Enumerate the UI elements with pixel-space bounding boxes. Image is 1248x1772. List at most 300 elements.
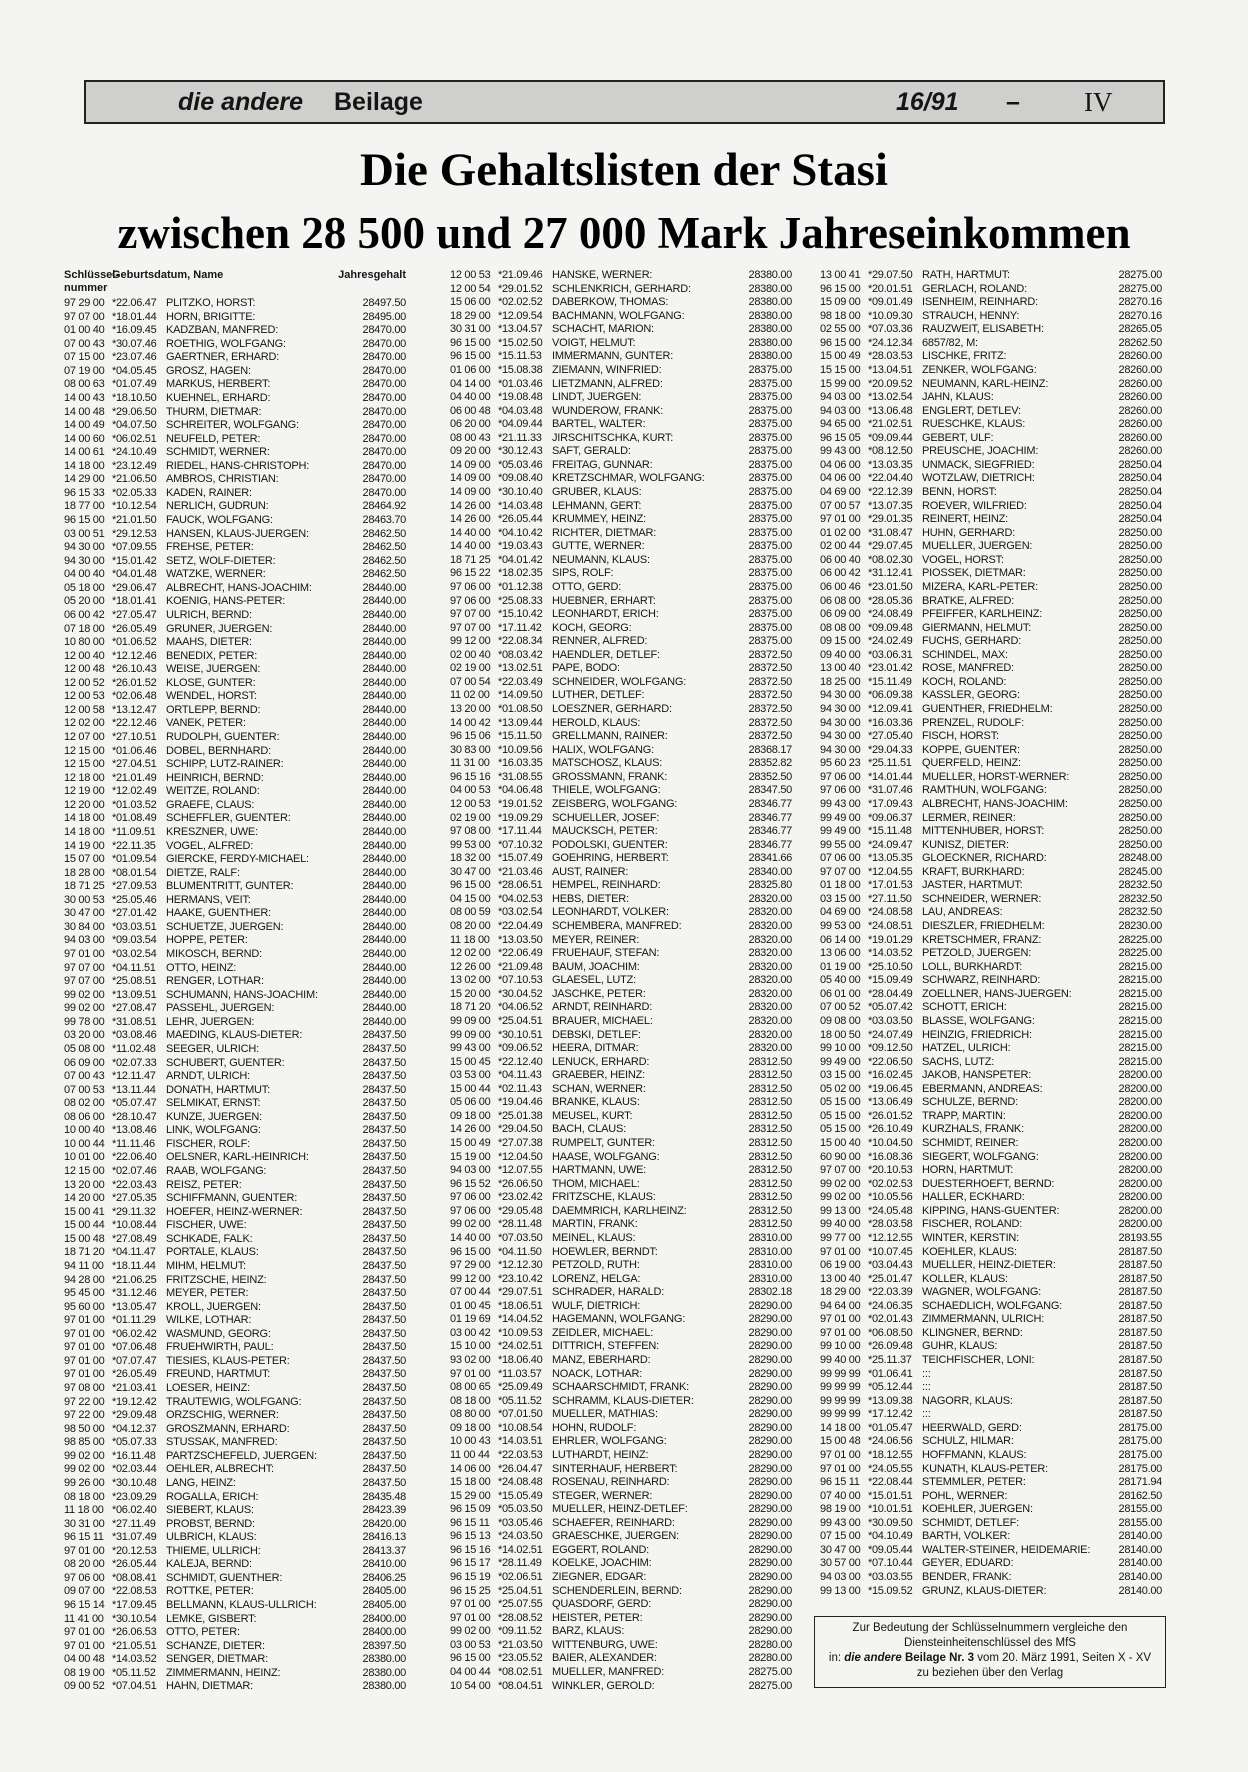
key-number: 99 02 00 (450, 1625, 491, 1638)
annual-salary: 28340.00 (748, 865, 792, 878)
annual-salary: 28352.50 (748, 770, 792, 783)
birth-date: *26.05.49 (112, 1368, 157, 1381)
person-name: LISCHKE, FRITZ: (922, 350, 1007, 363)
table-row (820, 757, 1162, 771)
key-number: 99 49 00 (820, 1055, 861, 1068)
person-name: BLASSE, WOLFGANG: (922, 1014, 1035, 1027)
birth-date: *11.02.48 (112, 1042, 156, 1055)
birth-date: *04.06.48 (498, 784, 543, 797)
note-line-2: Diensteinheitenschlüssel des MfS (904, 1637, 1076, 1649)
annual-salary: 28440.00 (362, 581, 406, 594)
person-name: KUNZE, JUERGEN: (166, 1110, 263, 1123)
person-name: SCHAEDLICH, WOLFGANG: (922, 1299, 1063, 1312)
birth-date: *18.06.51 (498, 1299, 543, 1312)
table-row (820, 622, 1162, 636)
key-number: 96 15 00 (450, 336, 491, 349)
annual-salary: 28320.00 (748, 974, 792, 987)
person-name: STRAUCH, HENNY: (922, 309, 1020, 322)
person-name: RAAB, WOLFGANG: (166, 1165, 267, 1177)
birth-date: *25.08.33 (498, 594, 543, 607)
table-row (64, 500, 406, 514)
annual-salary: 28413.37 (362, 1544, 406, 1557)
table-row (64, 1057, 406, 1071)
person-name: OTTO, PETER: (166, 1626, 240, 1639)
birth-date: *17.09.43 (868, 797, 913, 810)
annual-salary: 28200.00 (1118, 1191, 1162, 1204)
table-row (820, 1218, 1162, 1232)
birth-date: *10.09.56 (498, 743, 543, 756)
person-name: SENGER, DIETMAR: (166, 1653, 268, 1666)
birth-date: *01.11.29 (112, 1314, 156, 1327)
table-row (64, 487, 406, 501)
table-row (450, 988, 792, 1002)
table-row (64, 650, 406, 664)
person-name: JIRSCHITSCHKA, KURT: (552, 431, 674, 444)
table-row (820, 1585, 1162, 1599)
annual-salary: 28250.00 (1118, 838, 1162, 851)
person-name: ROEVER, WILFRIED: (922, 499, 1027, 512)
birth-date: *23.09.29 (112, 1490, 157, 1503)
table-row (450, 771, 792, 785)
birth-date: *21.01.49 (112, 771, 157, 784)
section-name: Beilage (334, 88, 423, 116)
key-number: 09 08 00 (820, 1014, 861, 1027)
person-name: PREUSCHE, JOACHIM: (922, 445, 1039, 458)
birth-date: *30.10.40 (498, 486, 543, 498)
birth-date: *22.06.50 (868, 1055, 913, 1068)
person-name: SCHKADE, FALK: (166, 1232, 253, 1245)
person-name: SIEGERT, WOLFGANG: (922, 1150, 1039, 1163)
person-name: SCHRADER, HARALD: (552, 1286, 665, 1299)
key-number: 30 83 00 (450, 743, 491, 756)
table-row (450, 405, 792, 419)
birth-date: *10.05.56 (868, 1191, 913, 1204)
annual-salary: 28325.80 (748, 879, 792, 892)
key-number: 08 20 00 (450, 920, 491, 932)
annual-salary: 28470.00 (362, 473, 406, 486)
key-number: 94 30 00 (64, 554, 105, 567)
key-number: 30 47 00 (450, 865, 491, 878)
key-number: 94 28 00 (64, 1273, 105, 1286)
person-name: KUEHNEL, ERHARD: (166, 391, 271, 404)
table-row (450, 703, 792, 717)
person-name: SCHAEFER, REINHARD: (552, 1516, 675, 1529)
person-name: LERMER, REINER: (922, 811, 1016, 824)
key-number: 97 06 00 (820, 770, 861, 783)
person-name: SCHOTT, ERICH: (922, 1001, 1007, 1014)
annual-salary: 28215.00 (1118, 974, 1162, 987)
birth-date: *31.08.55 (498, 770, 543, 783)
person-name: ZEIDLER, MICHAEL: (552, 1326, 654, 1339)
key-number: 13 00 40 (820, 662, 861, 675)
key-number: 12 26 00 (450, 960, 491, 973)
key-number: 97 01 00 (450, 1598, 491, 1611)
table-row (450, 554, 792, 568)
person-name: GRUNER, JUERGEN: (166, 622, 273, 635)
table-row (820, 866, 1162, 880)
person-name: LUTHER, DETLEF: (552, 689, 645, 702)
header-key: Schlüssel- nummer (64, 269, 120, 294)
table-row (450, 527, 792, 541)
birth-date: *31.07.46 (868, 784, 913, 797)
table-row (820, 1273, 1162, 1287)
table-row (64, 840, 406, 854)
key-number: 10 00 44 (64, 1137, 105, 1150)
key-number: 97 01 00 (820, 1448, 861, 1461)
table-row (820, 1544, 1162, 1558)
annual-salary: 28320.00 (748, 920, 792, 932)
person-name: ULBRICH, KLAUS: (166, 1531, 257, 1544)
table-row (450, 1503, 792, 1517)
key-number: 08 18 00 (64, 1490, 105, 1503)
birth-date: *10.07.45 (868, 1245, 913, 1258)
birth-date: *02.06.48 (112, 690, 157, 703)
birth-date: *19.03.43 (498, 540, 543, 553)
birth-date: *07.10.32 (498, 838, 543, 851)
key-number: 08 00 59 (450, 906, 491, 919)
birth-date: *28.08.52 (498, 1611, 543, 1624)
birth-date: *04.11.47 (112, 1246, 156, 1259)
table-row (450, 649, 792, 663)
table-row (64, 704, 406, 718)
table-row (450, 1001, 792, 1015)
person-name: ::: (922, 1367, 931, 1380)
birth-date: *14.01.44 (868, 770, 913, 783)
key-number: 96 15 00 (820, 336, 861, 349)
person-name: SCHUETZE, JUERGEN: (166, 920, 284, 933)
annual-salary: 28140.00 (1118, 1584, 1162, 1597)
table-row (450, 825, 792, 839)
key-number: 08 00 65 (450, 1381, 491, 1394)
person-name: MIKOSCH, BERND: (166, 948, 263, 960)
birth-date: *21.02.51 (868, 418, 913, 431)
person-name: SIPS, ROLF: (552, 567, 614, 580)
person-name: RICHTER, DIETMAR: (552, 526, 657, 539)
person-name: ZENKER, WOLFGANG: (922, 363, 1037, 376)
annual-salary: 28462.50 (362, 568, 406, 581)
note-line-4: zu beziehen über den Verlag (916, 1667, 1064, 1679)
key-number: 94 30 00 (64, 541, 105, 554)
annual-salary: 28320.00 (748, 1014, 792, 1027)
person-name: KUNATH, KLAUS-PETER: (922, 1462, 1048, 1475)
key-number: 30 47 00 (64, 907, 105, 920)
annual-salary: 28470.00 (362, 364, 406, 377)
person-name: LOESER, HEINZ: (166, 1382, 250, 1394)
person-name: WINTER, KERSTIN: (922, 1231, 1020, 1244)
birth-date: *01.06.52 (112, 636, 157, 649)
birth-date: *24.08.51 (868, 920, 913, 932)
person-name: GUENTHER, FRIEDHELM: (922, 703, 1053, 715)
birth-date: *17.11.42 (498, 621, 542, 634)
annual-salary: 28435.48 (362, 1490, 406, 1503)
annual-salary: 28248.00 (1118, 852, 1162, 865)
birth-date: *04.06.52 (498, 1001, 543, 1014)
person-name: GROSZ, HAGEN: (166, 364, 251, 377)
annual-salary: 28250.04 (1118, 486, 1162, 498)
person-name: MAAHS, DIETER: (166, 636, 252, 649)
key-number: 09 07 00 (64, 1585, 105, 1598)
annual-salary: 28250.04 (1118, 458, 1162, 471)
birth-date: *01.05.47 (868, 1421, 913, 1434)
table-row (820, 1137, 1162, 1151)
person-name: ALBRECHT, HANS-JOACHIM: (166, 581, 312, 594)
annual-salary: 28280.00 (748, 1652, 792, 1665)
key-number: 12 00 54 (450, 282, 491, 295)
key-number: 98 85 00 (64, 1436, 105, 1449)
person-name: BAUM, JOACHIM: (552, 960, 640, 973)
key-number: 05 02 00 (820, 1082, 861, 1095)
key-number: 14 00 48 (64, 405, 105, 418)
person-name: DOBEL, BERNHARD: (166, 744, 271, 757)
annual-salary: 28437.50 (362, 1083, 406, 1096)
birth-date: *13.09.51 (112, 988, 157, 1001)
birth-date: *12.07.55 (498, 1164, 543, 1177)
key-number: 07 15 00 (820, 1530, 861, 1543)
person-name: KURZHALS, FRANK: (922, 1123, 1024, 1136)
person-name: WASMUND, GEORG: (166, 1327, 271, 1340)
annual-salary: 28346.77 (748, 811, 792, 824)
birth-date: *26.01.52 (112, 676, 157, 689)
table-row (64, 717, 406, 731)
annual-salary: 28320.00 (748, 987, 792, 1000)
person-name: WENDEL, HORST: (166, 690, 257, 703)
table-row (450, 350, 792, 364)
birth-date: *10.08.54 (498, 1421, 543, 1434)
key-number: 99 40 00 (820, 1354, 861, 1366)
person-name: PLITZKO, HORST: (166, 297, 256, 309)
key-number: 14 09 00 (450, 458, 491, 471)
annual-salary: 28200.00 (1118, 1082, 1162, 1095)
key-number: 09 20 00 (450, 445, 491, 458)
person-name: VANEK, PETER: (166, 717, 246, 730)
annual-salary: 28312.50 (748, 1204, 792, 1217)
annual-salary: 28440.00 (362, 636, 406, 649)
annual-salary: 28470.00 (362, 432, 406, 445)
key-number: 94 30 00 (820, 743, 861, 756)
person-name: MAEDING, KLAUS-DIETER: (166, 1029, 303, 1042)
table-row (450, 1246, 792, 1260)
annual-salary: 28290.00 (748, 1611, 792, 1624)
person-name: PROBST, BERND: (166, 1517, 255, 1530)
table-row (820, 500, 1162, 514)
person-name: HORN, BRIGITTE: (166, 310, 256, 323)
publication-name: die andere (178, 88, 304, 116)
table-row (450, 1449, 792, 1463)
birth-date: *05.07.42 (868, 1001, 913, 1014)
annual-salary: 28250.00 (1118, 743, 1162, 756)
key-number: 97 06 00 (450, 1191, 491, 1204)
person-name: FRITZSCHE, HEINZ: (166, 1273, 267, 1286)
table-row (64, 1192, 406, 1206)
table-row (820, 1001, 1162, 1015)
table-row (450, 1313, 792, 1327)
key-number: 13 02 00 (450, 974, 491, 987)
birth-date: *22.06.49 (498, 947, 543, 960)
annual-salary: 28375.00 (748, 553, 792, 566)
table-row (64, 1070, 406, 1084)
person-name: KOCH, GEORG: (552, 621, 632, 634)
person-name: SCHUBERT, GUENTER: (166, 1056, 285, 1069)
table-row (450, 1191, 792, 1205)
table-row (450, 1273, 792, 1287)
table-row (820, 1313, 1162, 1327)
table-row (450, 812, 792, 826)
annual-salary: 28320.00 (748, 947, 792, 960)
key-number: 97 01 00 (64, 1314, 105, 1327)
key-number: 01 06 00 (450, 363, 491, 376)
key-number: 14 18 00 (64, 825, 105, 838)
person-name: LOLL, BURKHARDT: (922, 960, 1023, 973)
person-name: HATZEL, ULRICH: (922, 1042, 1011, 1055)
person-name: NEUMANN, KARL-HEINZ: (922, 377, 1049, 390)
key-number: 15 00 41 (64, 1205, 105, 1218)
key-number: 97 01 00 (64, 1341, 105, 1354)
birth-date: *03.03.55 (868, 1571, 913, 1583)
key-number: 97 06 00 (64, 1571, 105, 1584)
table-row (450, 459, 792, 473)
key-number: 05 06 00 (450, 1096, 491, 1109)
person-name: KROLL, JUERGEN: (166, 1300, 261, 1313)
key-number: 96 15 17 (450, 1557, 491, 1570)
birth-date: *28.05.36 (868, 594, 913, 607)
person-name: HALIX, WOLFGANG: (552, 743, 654, 756)
table-row (64, 948, 406, 962)
person-name: EHRLER, WOLFGANG: (552, 1435, 667, 1448)
key-number: 99 12 00 (450, 635, 491, 648)
annual-salary: 28372.50 (748, 675, 792, 688)
key-number: 15 29 00 (450, 1489, 491, 1502)
table-row (64, 907, 406, 921)
person-name: LORENZ, HELGA: (552, 1272, 641, 1285)
key-number: 03 15 00 (820, 892, 861, 905)
table-row (64, 460, 406, 474)
annual-salary: 28440.00 (362, 920, 406, 933)
key-number: 95 60 00 (64, 1300, 105, 1313)
table-row (64, 1233, 406, 1247)
table-row (64, 962, 406, 976)
key-number: 06 00 46 (820, 580, 861, 593)
person-name: VOGEL, ALFRED: (166, 839, 254, 852)
table-row (64, 663, 406, 677)
person-name: OTTO, GERD: (552, 580, 622, 593)
key-number: 96 15 11 (820, 1476, 860, 1489)
person-name: STEGER, WERNER: (552, 1489, 653, 1502)
birth-date: *08.01.54 (112, 866, 157, 879)
annual-salary: 28290.00 (748, 1421, 792, 1434)
key-number: 05 15 00 (820, 1123, 861, 1136)
person-name: KRUMMEY, HEINZ: (552, 513, 646, 526)
key-number: 11 00 44 (450, 1448, 490, 1461)
person-name: WALTER-STEINER, HEIDEMARIE: (922, 1543, 1091, 1556)
birth-date: *15.01.42 (112, 554, 157, 567)
birth-date: *26.10.43 (112, 663, 157, 676)
key-number: 97 07 00 (820, 865, 861, 878)
birth-date: *04.09.44 (498, 418, 543, 431)
key-number: 07 06 00 (820, 852, 861, 865)
annual-salary: 28250.00 (1118, 770, 1162, 783)
birth-date: *21.09.46 (498, 269, 543, 281)
table-row (820, 459, 1162, 473)
annual-salary: 28440.00 (362, 649, 406, 662)
annual-salary: 28368.17 (748, 743, 792, 756)
table-row (64, 1138, 406, 1152)
person-name: RENGER, LOTHAR: (166, 975, 264, 988)
annual-salary: 28437.50 (362, 1368, 406, 1381)
person-name: SCHRAMM, KLAUS-DIETER: (552, 1394, 694, 1407)
annual-salary: 28375.00 (748, 608, 792, 621)
birth-date: *27.04.51 (112, 758, 157, 771)
birth-date: *22.11.35 (112, 839, 156, 852)
annual-salary: 28380.00 (362, 1653, 406, 1666)
person-name: BAIER, ALEXANDER: (552, 1652, 657, 1665)
person-name: QUASDORF, GERD: (552, 1598, 652, 1611)
key-number: 04 00 53 (450, 784, 491, 797)
key-number: 11 18 00 (64, 1504, 104, 1517)
person-name: SAFT, GERALD: (552, 445, 631, 458)
person-name: FISCHER, ROLF: (166, 1137, 250, 1150)
annual-salary: 28437.50 (362, 1219, 406, 1232)
birth-date: *25.11.51 (868, 757, 912, 770)
person-name: HOPPE, PETER: (166, 934, 248, 947)
annual-salary: 28250.00 (1118, 797, 1162, 810)
table-row (450, 364, 792, 378)
key-number: 30 84 00 (64, 920, 105, 933)
annual-salary: 28250.00 (1118, 648, 1162, 661)
key-number: 97 08 00 (450, 825, 491, 838)
birth-date: *04.03.48 (498, 404, 543, 417)
annual-salary: 28290.00 (748, 1503, 792, 1516)
person-name: ISENHEIM, REINHARD: (922, 296, 1038, 309)
birth-date: *17.01.53 (868, 879, 913, 892)
person-name: SCHUELLER, JOSEF: (552, 811, 660, 824)
person-name: GROSZMANN, ERHARD: (166, 1422, 290, 1435)
person-name: KOEHLER, KLAUS: (922, 1245, 1017, 1258)
table-row (64, 1477, 406, 1491)
annual-salary: 28375.00 (748, 418, 792, 431)
annual-salary: 28320.00 (748, 1042, 792, 1055)
annual-salary: 28230.00 (1118, 920, 1162, 932)
birth-date: *14.02.51 (498, 1543, 543, 1556)
birth-date: *09.09.44 (868, 431, 913, 444)
key-number: 96 15 33 (64, 486, 105, 499)
person-name: MEYER, REINER: (552, 933, 640, 946)
key-number: 97 07 00 (820, 1164, 861, 1177)
table-row (450, 974, 792, 988)
annual-salary: 28440.00 (362, 1002, 406, 1015)
table-row (450, 1042, 792, 1056)
birth-date: *09.01.49 (868, 296, 913, 309)
table-row (450, 798, 792, 812)
person-name: LEHMANN, GERT: (552, 499, 642, 512)
key-number: 08 20 00 (64, 1558, 105, 1571)
person-name: JASCHKE, PETER: (552, 987, 646, 1000)
annual-salary: 28346.77 (748, 838, 792, 851)
key-number: 97 22 00 (64, 1395, 105, 1408)
birth-date: *09.09.48 (868, 621, 913, 634)
key-number: 99 99 99 (820, 1367, 861, 1380)
table-row (820, 662, 1162, 676)
table-row (64, 1518, 406, 1532)
key-number: 12 00 40 (64, 649, 105, 662)
key-number: 30 47 00 (820, 1543, 861, 1556)
key-number: 15 10 00 (450, 1340, 491, 1353)
key-number: 30 00 53 (64, 893, 105, 906)
person-name: NEUMANN, KLAUS: (552, 553, 650, 566)
birth-date: *22.08.53 (112, 1585, 157, 1598)
birth-date: *15.10.42 (498, 608, 543, 621)
birth-date: *01.08.50 (498, 703, 543, 715)
key-number: 15 00 44 (450, 1082, 491, 1095)
